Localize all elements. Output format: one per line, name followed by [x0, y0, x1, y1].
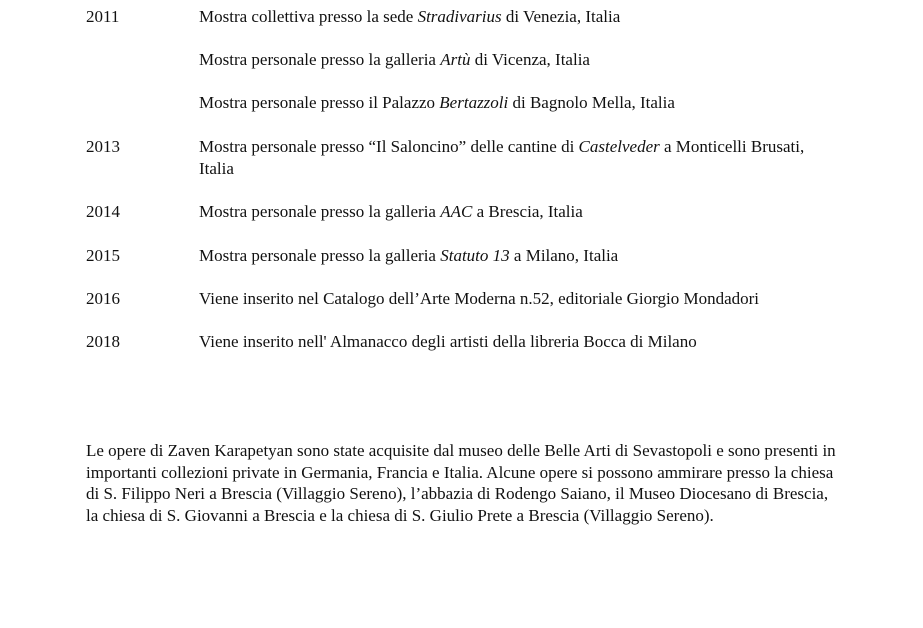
- entry-text: di Bagnolo Mella, Italia: [508, 93, 675, 112]
- entry-text: Mostra personale presso la galleria: [199, 50, 441, 69]
- entry-description: [199, 92, 829, 114]
- venue-name: Bertazzoli: [439, 93, 509, 112]
- entry-text: Mostra personale presso “Il Saloncino” delle cantine di: [199, 137, 579, 156]
- entry-text: a Monticelli Brusati, Italia: [199, 137, 805, 178]
- venue-name: AAC: [440, 202, 473, 221]
- venue-name: Stradivarius: [417, 7, 502, 26]
- entry-text: di Venezia, Italia: [501, 7, 621, 26]
- entry-text: di Vicenza, Italia: [470, 50, 590, 69]
- venue-name: Castelveder: [578, 137, 660, 156]
- entry-description: [199, 49, 829, 71]
- entry-description: [199, 136, 829, 180]
- entry-year: 2018: [86, 332, 120, 351]
- entry-text: Viene inserito nel Catalogo dell’Arte Moderna n.52, editoriale Giorgio Mondadori: [199, 289, 759, 308]
- entry-description: [199, 6, 829, 28]
- entry-text: Mostra personale presso la galleria: [199, 202, 441, 221]
- entry-description: [199, 288, 829, 310]
- entry-text: Mostra collettiva presso la sede: [199, 7, 418, 26]
- entry-text: Mostra personale presso il Palazzo: [199, 93, 440, 112]
- entry-description: [199, 245, 829, 267]
- entry-year: 2011: [86, 7, 120, 26]
- entry-description: [199, 331, 829, 353]
- entry-year: 2016: [86, 289, 120, 308]
- entry-year: 2013: [86, 137, 120, 156]
- entry-description: [199, 201, 829, 223]
- entry-text: a Milano, Italia: [509, 246, 619, 265]
- entry-year: 2014: [86, 202, 120, 221]
- collections-paragraph: Le opere di Zaven Karapetyan sono state acquisite dal museo delle Belle Arti di Sevastopoli e sono presenti in importanti collezioni private in Germania, Francia e Italia. Alcune opere si possono ammirare presso la chiesa di S. Filippo Neri a Brescia (Villaggio Sereno), l’abbazia di Rodengo Saiano, il Museo Diocesano di Brescia, la chiesa di S. Giovanni a Brescia e la chiesa di S. Giulio Prete a Brescia (Villaggio Sereno).: [86, 441, 836, 525]
- entry-text: Viene inserito nell' Almanacco degli artisti della libreria Bocca di Milano: [199, 332, 697, 351]
- venue-name: Artù: [440, 50, 471, 69]
- entry-year: 2015: [86, 246, 120, 265]
- venue-name: Statuto 13: [440, 246, 510, 265]
- entry-text: a Brescia, Italia: [472, 202, 583, 221]
- entry-text: Mostra personale presso la galleria: [199, 246, 441, 265]
